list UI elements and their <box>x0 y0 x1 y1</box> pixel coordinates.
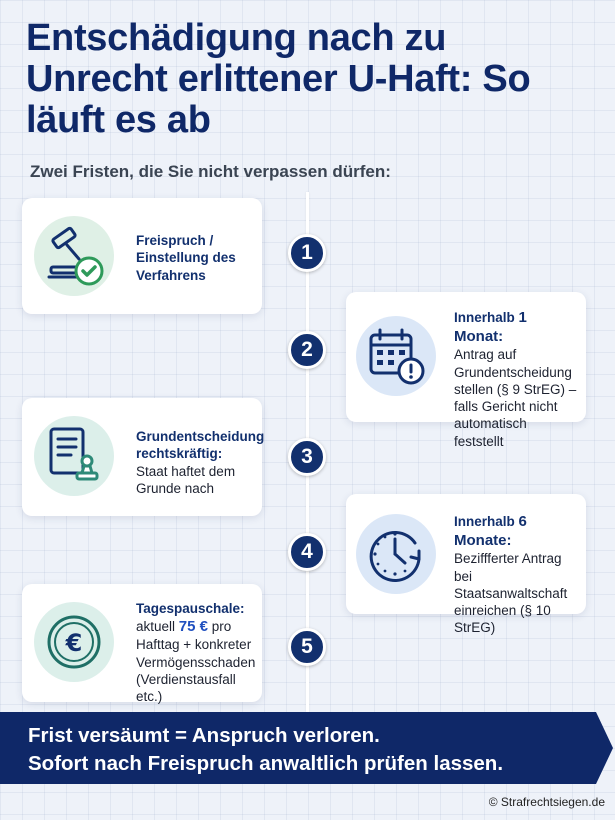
step-card-1 <box>22 198 262 314</box>
banner-line-2: Sofort nach Freispruch anwaltlich prüfen lassen. <box>28 752 504 775</box>
calendar-warning-icon <box>356 316 436 396</box>
page-subtitle: Zwei Fristen, die Sie nicht verpassen dürfen: <box>30 162 391 181</box>
warning-banner <box>0 712 615 784</box>
step-2-heading-strong: 1 Monat: <box>454 309 527 346</box>
euro-coin-icon <box>34 602 114 682</box>
step-1-heading: Freispruch / Einstellung des Verfahrens <box>136 233 236 283</box>
step-4-heading-prefix: Innerhalb <box>454 514 519 529</box>
step-3-heading: Grundentscheidung rechtskräftig: <box>136 429 265 462</box>
step-5-body-suffix: pro Hafttag + konkreter Vermögensschaden (Verdienstausfall etc.) <box>136 619 256 705</box>
step-5-amount: 75 € <box>178 618 208 636</box>
step-2-body: Antrag auf Grundentscheidung stellen (§ 9 StrEG) – falls Gericht nicht automatisch feststellt <box>454 347 577 449</box>
step-card-5 <box>22 584 262 705</box>
step-card-4 <box>346 494 586 636</box>
step-3-body: Staat haftet dem Grunde nach <box>136 463 236 496</box>
gavel-check-icon <box>34 216 114 296</box>
step-5-body-prefix: aktuell <box>136 619 179 635</box>
step-number-1: 1 <box>288 234 326 272</box>
copyright-text: © Strafrechtsiegen.de <box>488 795 605 809</box>
step-4-heading-strong: 6 Monate: <box>454 513 527 550</box>
step-card-2 <box>346 292 586 449</box>
svg-text:€: € <box>65 629 83 657</box>
document-stamp-icon <box>34 416 114 496</box>
step-number-5: 5 <box>288 628 326 666</box>
step-number-4: 4 <box>288 533 326 571</box>
step-2-heading-prefix: Innerhalb <box>454 310 519 325</box>
step-number-2: 2 <box>288 331 326 369</box>
step-4-body: Beziffferter Antrag bei Staatsanwaltschaft einreichen (§ 10 StrEG) <box>454 551 568 636</box>
step-card-3 <box>22 398 265 516</box>
clock-icon <box>356 514 436 594</box>
page-title: Entschädigung nach zu Unrecht erlittener U-Haft: So läuft es ab <box>26 17 531 142</box>
step-5-heading: Tagespauschale: <box>136 601 245 616</box>
step-number-3: 3 <box>288 438 326 476</box>
banner-line-1: Frist versäumt = Anspruch verloren. <box>28 724 380 747</box>
